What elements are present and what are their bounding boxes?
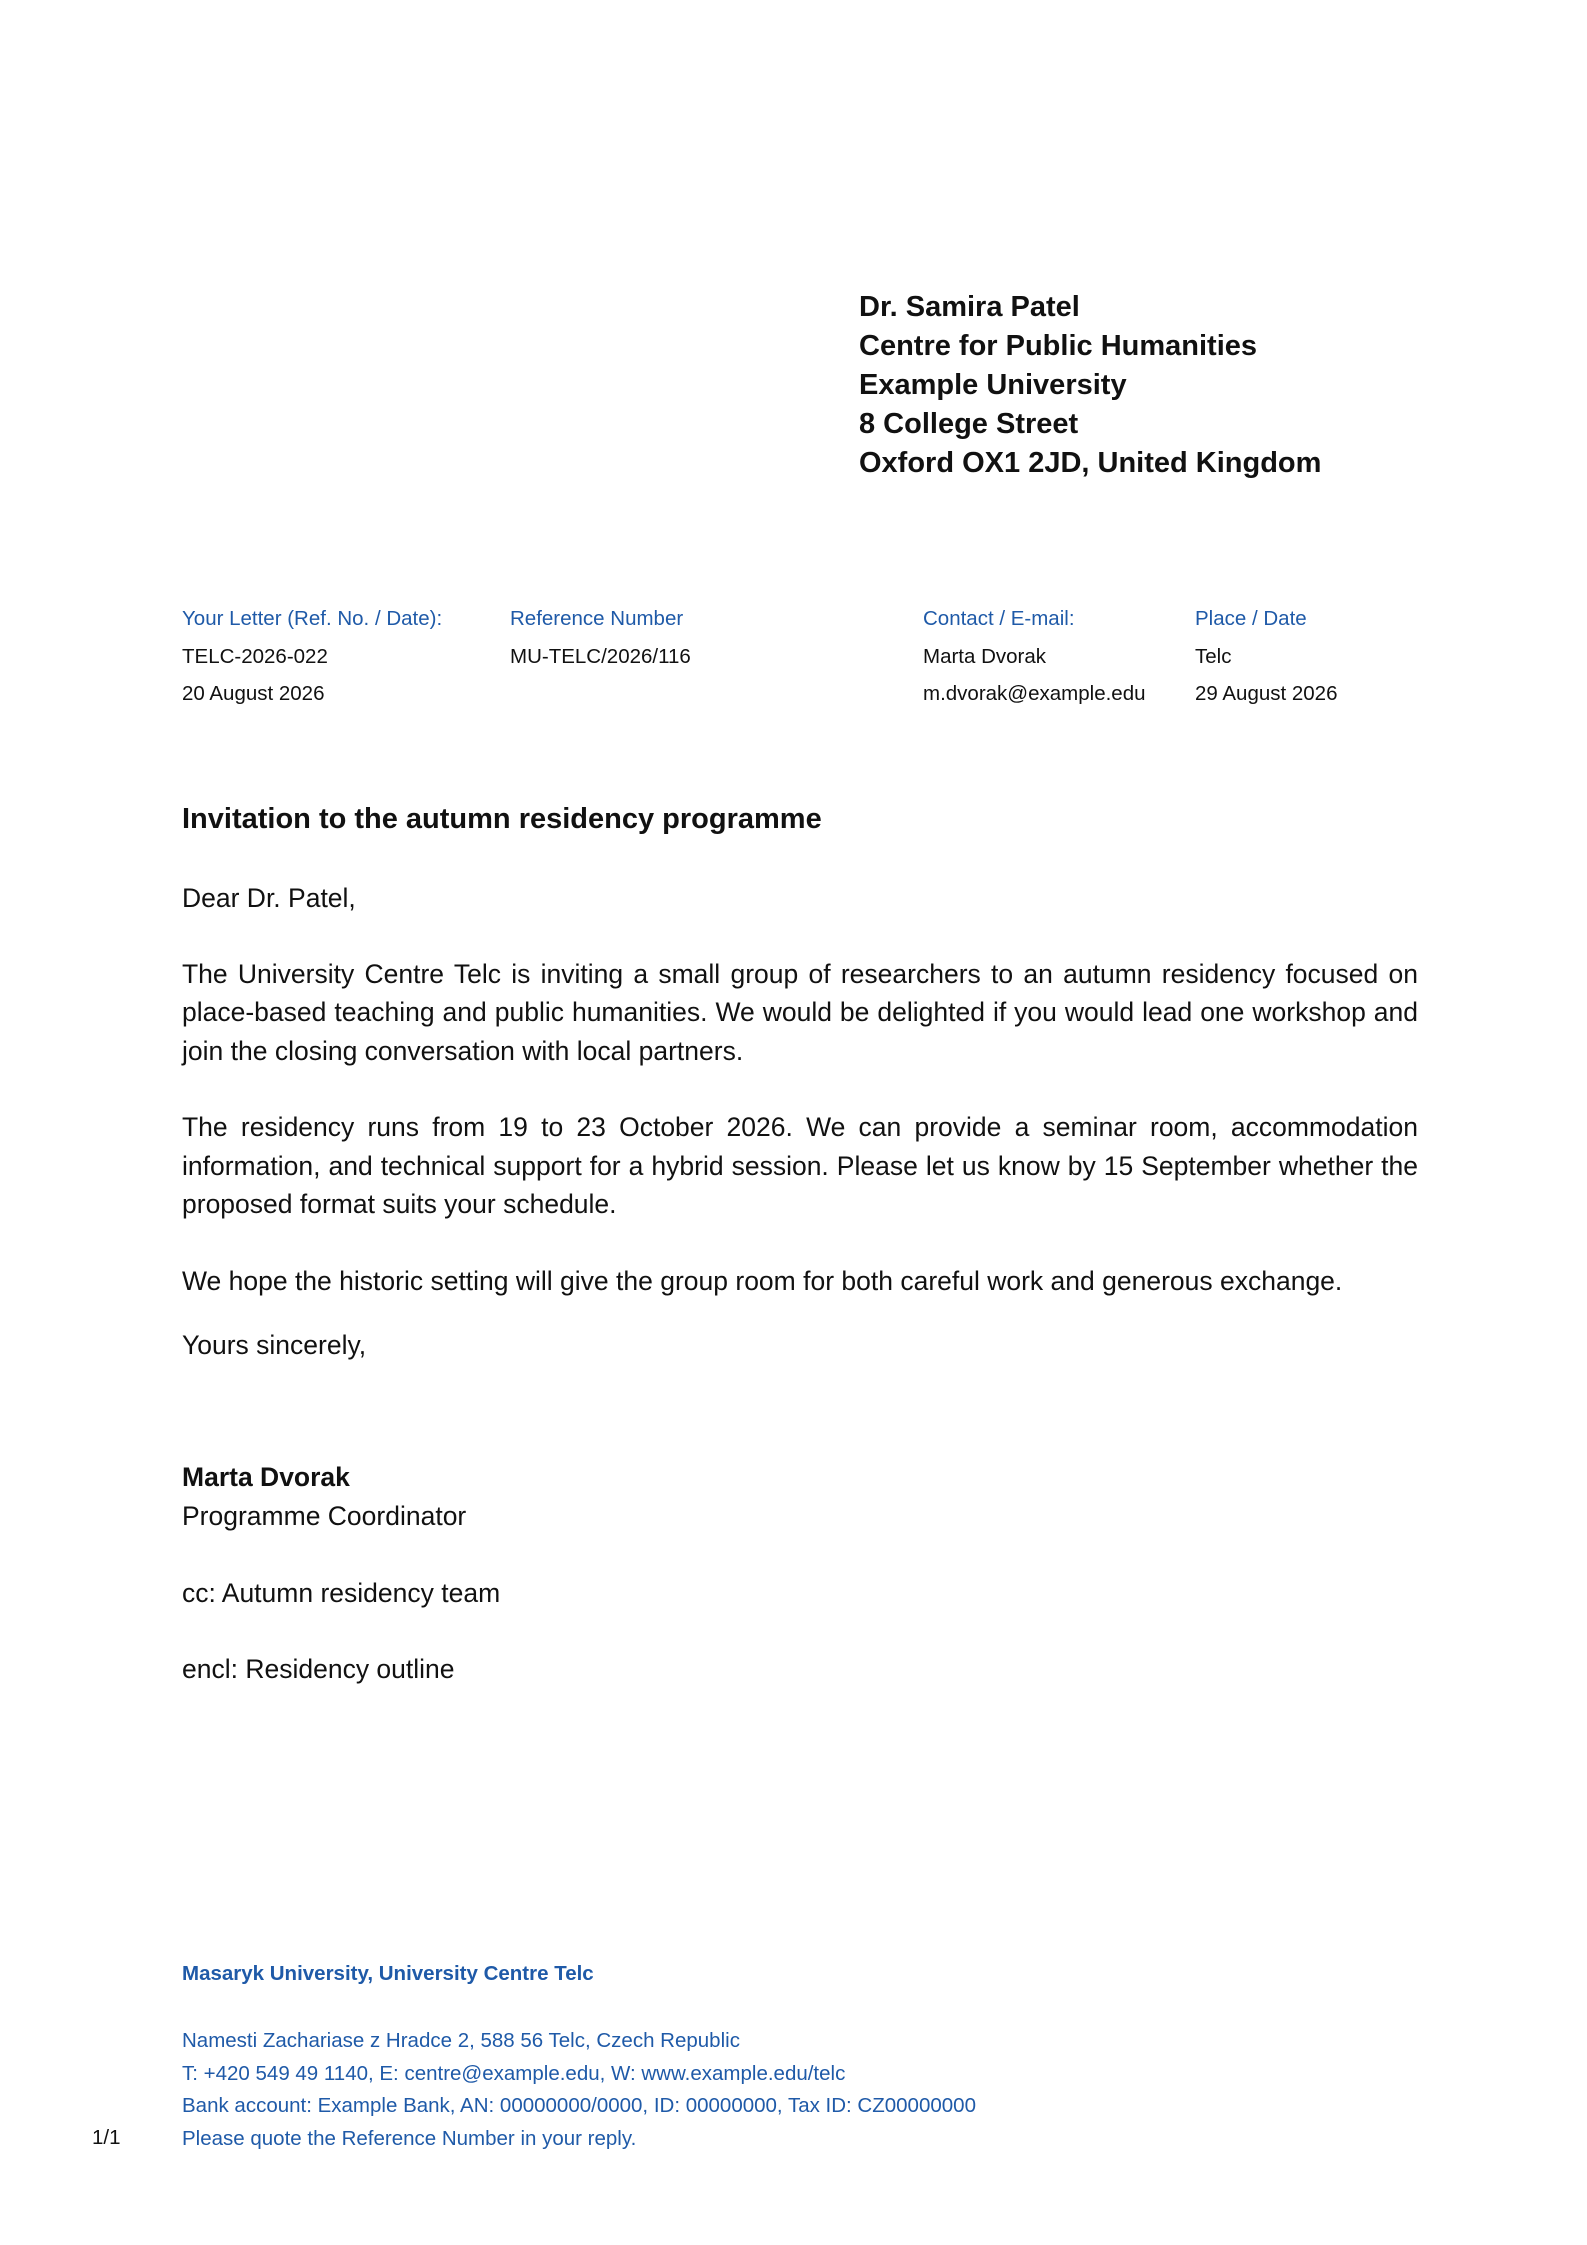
- your-letter-label: Your Letter (Ref. No. / Date):: [182, 607, 443, 630]
- meta-contact: [923, 600, 1146, 713]
- recipient-name: Dr. Samira Patel: [859, 291, 1080, 323]
- your-letter-ref: TELC-2026-022: [182, 644, 328, 668]
- contact-name: Marta Dvorak: [923, 644, 1047, 668]
- date-value: 29 August 2026: [1195, 682, 1338, 705]
- footer-bank: Bank account: Example Bank, AN: 00000000/0000, ID: 00000000, Tax ID: CZ00000000: [182, 2094, 976, 2117]
- signature-title: Programme Coordinator: [182, 1500, 467, 1531]
- recipient-institution: Example University: [859, 369, 1127, 401]
- cc-line: cc: Autumn residency team: [182, 1578, 501, 1608]
- reference-label: Reference Number: [510, 607, 684, 630]
- body-paragraph-3: We hope the historic setting will give the group room for both careful work and generous exchange.: [182, 1265, 1343, 1296]
- recipient-address: [859, 288, 1321, 483]
- page-number: 1/1: [92, 2126, 121, 2149]
- contact-label: Contact / E-mail:: [923, 607, 1075, 630]
- body-paragraph-1: The University Centre Telc is inviting a small group of researchers to an autumn residency focused on place-based teaching and public humanities. We would be delighted if you would lead one workshop and join the closing conversation with local partners.: [182, 958, 1418, 1066]
- meta-place-date: [1195, 600, 1338, 713]
- recipient-city: Oxford OX1 2JD, United Kingdom: [859, 447, 1322, 479]
- letter-subject: Invitation to the autumn residency programme: [182, 803, 822, 835]
- reference-value: MU-TELC/2026/116: [510, 644, 691, 668]
- your-letter-date: 20 August 2026: [182, 682, 325, 705]
- footer-note: Please quote the Reference Number in your reply.: [182, 2126, 637, 2150]
- closing: Yours sincerely,: [182, 1330, 367, 1360]
- footer-contact: T: +420 549 49 1140, E: centre@example.edu, W: www.example.edu/telc: [182, 2061, 846, 2085]
- contact-email[interactable]: m.dvorak@example.edu: [923, 682, 1146, 705]
- recipient-department: Centre for Public Humanities: [859, 330, 1258, 362]
- footer-title: Masaryk University, University Centre Telc: [182, 1962, 594, 1985]
- meta-your-letter: [182, 600, 442, 713]
- footer-address: Namesti Zachariase z Hradce 2, 588 56 Telc, Czech Republic: [182, 2029, 740, 2052]
- enclosure-line: encl: Residency outline: [182, 1654, 455, 1684]
- signature-block: [182, 1458, 466, 1535]
- place-date-label: Place / Date: [1195, 607, 1307, 630]
- recipient-street: 8 College Street: [859, 408, 1079, 440]
- greeting: Dear Dr. Patel,: [182, 883, 356, 913]
- footer-details: [182, 2025, 976, 2155]
- meta-reference: [510, 600, 691, 675]
- place-value: Telc: [1195, 644, 1232, 668]
- signature-name: Marta Dvorak: [182, 1462, 350, 1492]
- body-paragraph-2: The residency runs from 19 to 23 October 2026. We can provide a seminar room, accommodation information, and technical support for a hybrid session. Please let us know by 15 September whether the proposed format suits your schedule.: [182, 1112, 1418, 1219]
- letter-body: [182, 879, 1418, 1365]
